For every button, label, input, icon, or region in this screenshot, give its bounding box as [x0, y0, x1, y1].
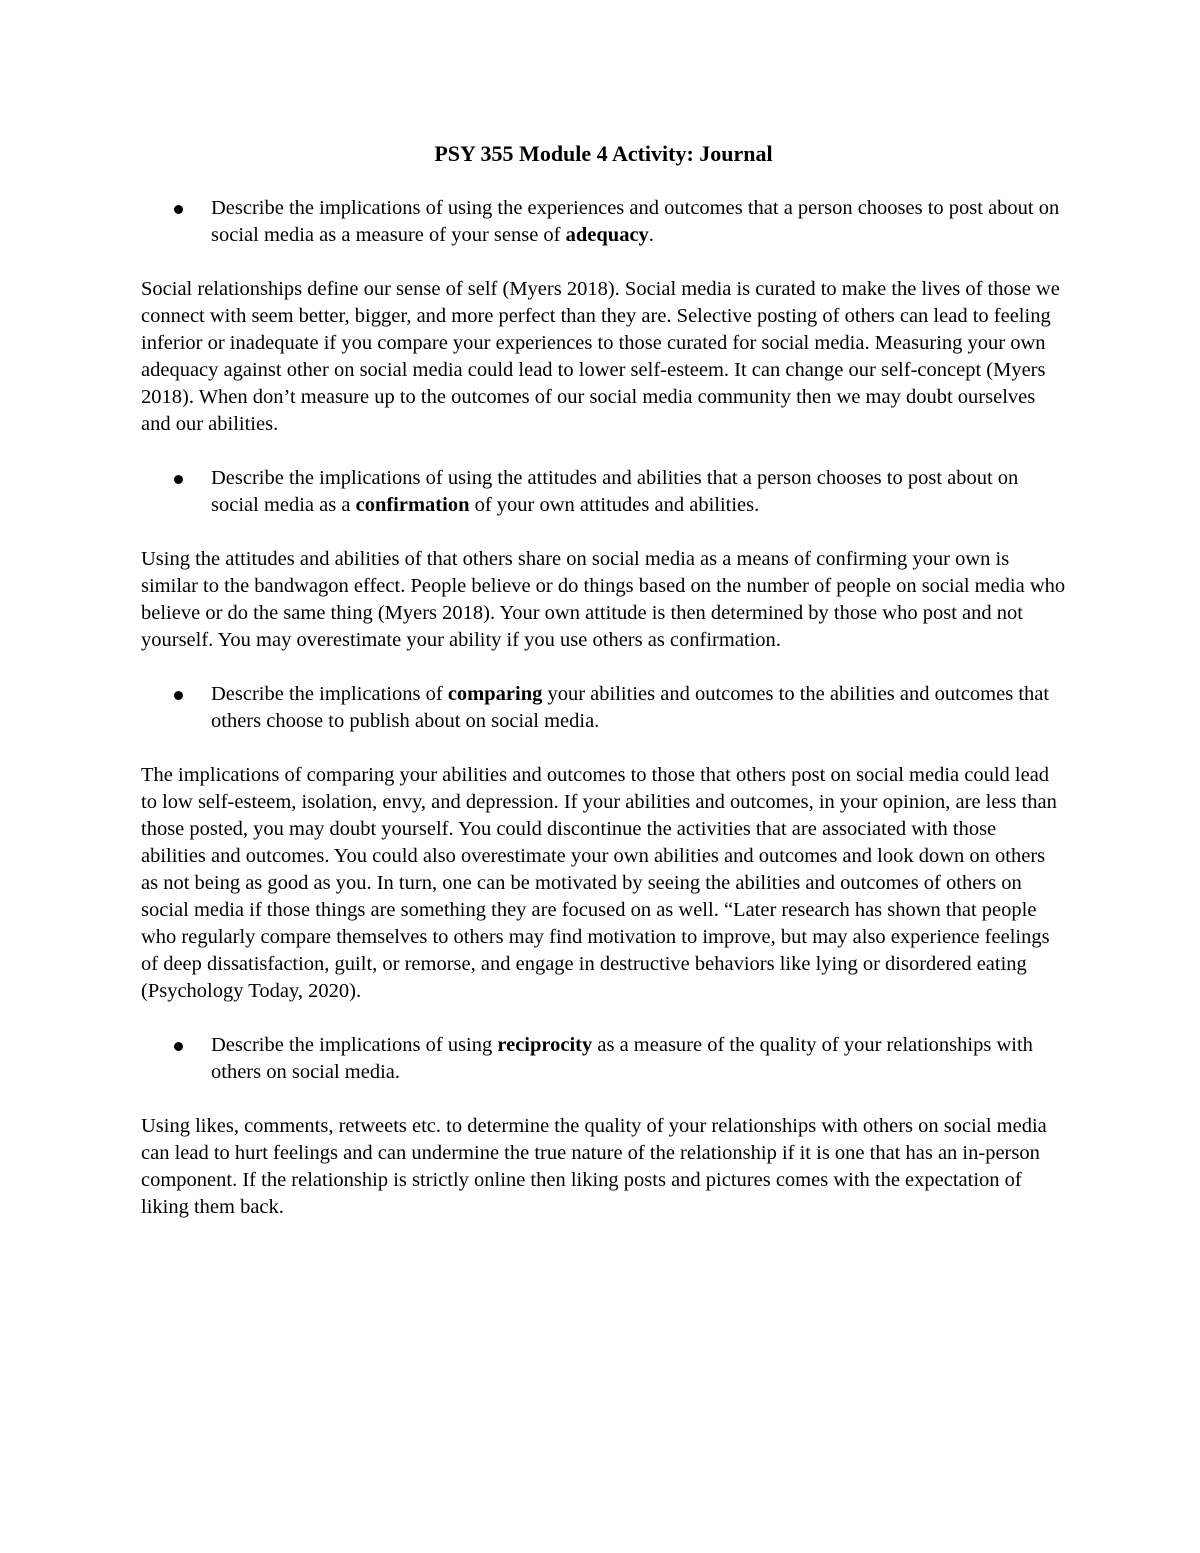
bullet-icon — [174, 205, 183, 214]
prompt-text: Describe the implications of using the attitudes and abilities that a person chooses to post about on social media as a — [211, 467, 1019, 516]
prompt-keyword: reciprocity — [497, 1034, 593, 1056]
prompt-keyword: adequacy — [565, 224, 649, 246]
prompt-text-end: of your own attitudes and abilities. — [469, 494, 760, 516]
answer-paragraph: Using the attitudes and abilities of that others share on social media as a means of confirming your own is similar to the bandwagon effect. People believe or do things based on the number of people on social media who believe or do the same thing (Myers 2018). Your own attitude is then determined by those who post and not yourself. You may overestimate your ability if you use others as confirmation. — [141, 548, 1066, 651]
prompt-text: Describe the implications of using — [211, 1034, 498, 1056]
answer-paragraph: Using likes, comments, retweets etc. to determine the quality of your relationships with others on social media can lead to hurt feelings and can undermine the true nature of the relationship if it is one that has an in-person component. If the relationship is strictly online then liking posts and pictures comes with the expectation of liking them back. — [141, 1115, 1047, 1218]
prompt-text: Describe the implications of — [211, 683, 448, 705]
prompt-adequacy — [141, 195, 1066, 249]
prompt-reciprocity — [141, 1032, 1066, 1086]
bullet-icon — [174, 1042, 183, 1051]
prompt-text-end: . — [648, 224, 654, 246]
document-page — [141, 140, 1066, 1248]
answer-paragraph: Social relationships define our sense of self (Myers 2018). Social media is curated to make the lives of those we connect with seem better, bigger, and more perfect than they are. Selective posting of others can lead to feeling inferior or inadequate if you compare your experiences to those curated for social media. Measuring your own adequacy against other on social media could lead to lower self-esteem. It can change our self-concept (Myers 2018). When don’t measure up to the outcomes of our social media community then we may doubt ourselves and our abilities. — [141, 278, 1060, 435]
prompt-text-end: your abilities and outcomes to the abilities and outcomes that others choose to publish about on social media. — [211, 683, 1050, 732]
prompt-comparing — [141, 681, 1066, 735]
prompt-text: Describe the implications of using the experiences and outcomes that a person chooses to post about on social media as a measure of your sense of — [211, 197, 1060, 246]
prompt-keyword: comparing — [447, 683, 543, 705]
page-title: PSY 355 Module 4 Activity: Journal — [434, 141, 773, 166]
bullet-icon — [174, 691, 183, 700]
bullet-icon — [174, 475, 183, 484]
answer-paragraph: The implications of comparing your abilities and outcomes to those that others post on social media could lead to low self-esteem, isolation, envy, and depression. If your abilities and outcomes, in your opinion, are less than those posted, you may doubt yourself. You could discontinue the activities that are associated with those abilities and outcomes. You could also overestimate your own abilities and outcomes and look down on others as not being as good as you. In turn, one can be motivated by seeing the abilities and outcomes of others on social media if those things are something they are focused on as well. “Later research has shown that people who regularly compare themselves to others may find motivation to improve, but may also experience feelings of deep dissatisfaction, guilt, or remorse, and engage in destructive behaviors like lying or disordered eating (Psychology Today, 2020). — [141, 764, 1057, 1002]
prompt-text-end: as a measure of the quality of your relationships with others on social media. — [211, 1034, 1033, 1083]
prompt-keyword: confirmation — [355, 494, 470, 516]
prompt-confirmation — [141, 465, 1066, 519]
